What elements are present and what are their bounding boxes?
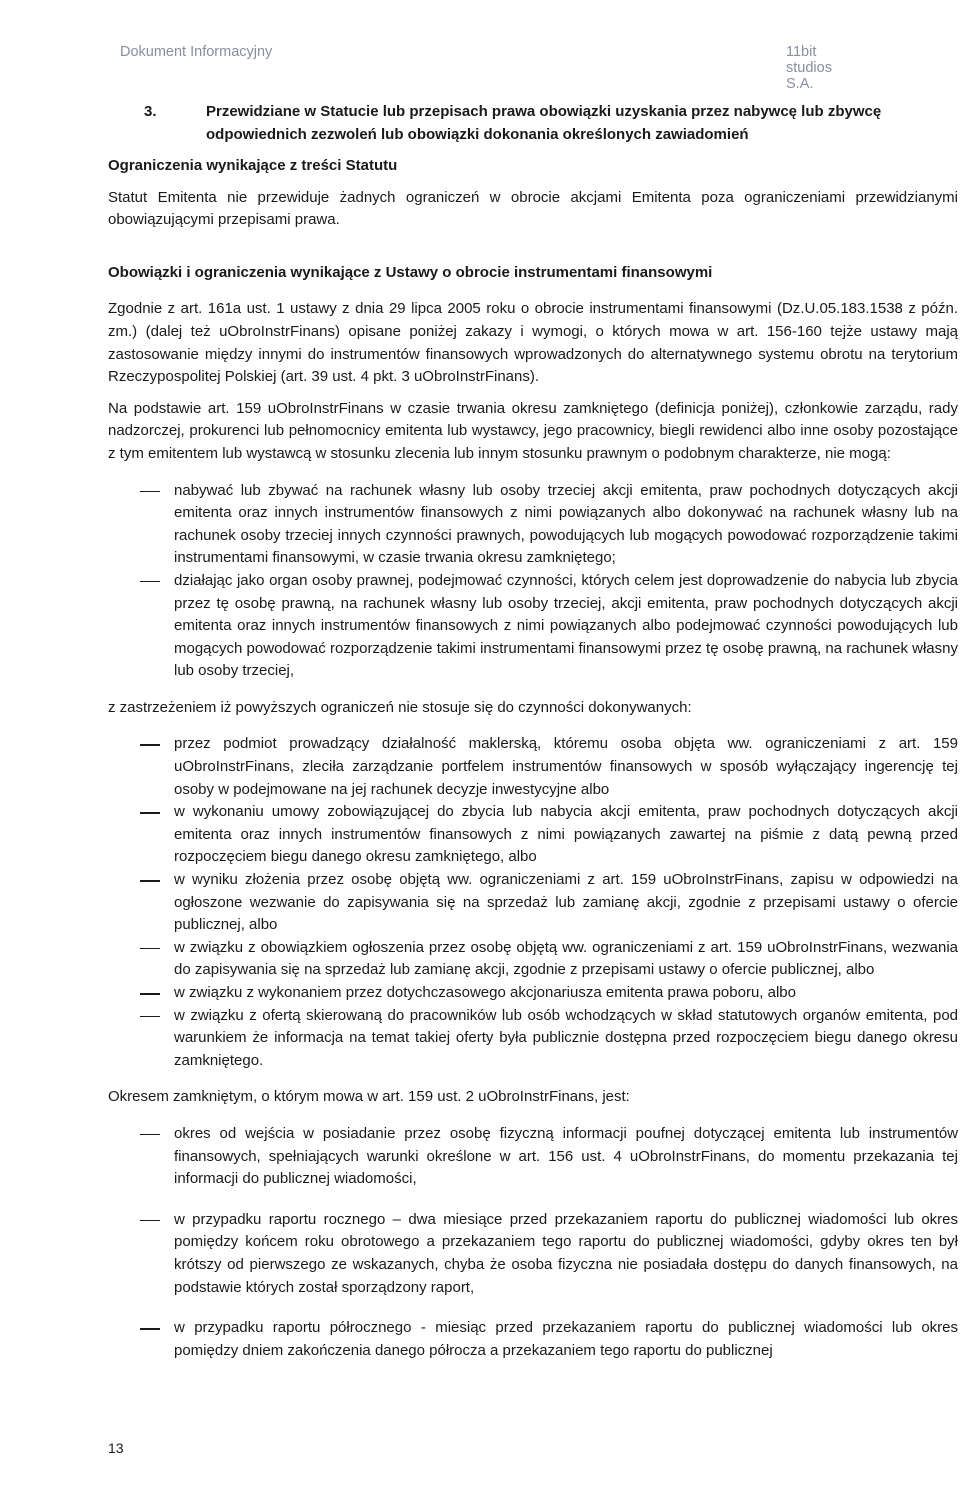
list-item: w związku z wykonaniem przez dotychczasowego akcjonariusza emitenta prawa poboru, albo	[108, 982, 958, 1005]
main-content	[108, 100, 958, 1380]
dash-bullet-icon	[140, 581, 160, 583]
list-item: nabywać lub zbywać na rachunek własny lub osoby trzeciej akcji emitenta, praw pochodnych dotyczących akcji emitenta oraz innych instrumentów finansowych z nimi powiązanych albo dokonywać na rachunek własny lub na rachunek osoby trzeciej innych czynności prawnych, powodujących lub mogących powodować rozporządzenie takimi instrumentami finansowymi, w czasie trwania okresu zamkniętego;	[108, 480, 958, 570]
page-number: 13	[108, 1440, 124, 1456]
restrictions-list	[108, 480, 958, 683]
dash-bullet-icon	[140, 993, 160, 995]
dash-bullet-icon	[140, 1328, 160, 1330]
list-item: w przypadku raportu półrocznego - miesiąc przed przekazaniem raportu do publicznej wiadomości lub okres pomiędzy dniem zakończenia danego półrocza a przekazaniem tego raportu do publicznej	[108, 1317, 958, 1362]
list-item: w przypadku raportu rocznego – dwa miesiące przed przekazaniem raportu do publicznej wiadomości lub okres pomiędzy końcem roku obrotowego a przekazaniem tego raportu do publicznej wiadomości, gdyby okres ten był krótszy od pierwszego ze wskazanych, chyba że osoba fizyczna nie posiadała dostępu do danych finansowych, na podstawie których został sporządzony raport,	[108, 1209, 958, 1299]
section-title: Przewidziane w Statucie lub przepisach prawa obowiązki uzyskania przez nabywcę lub zbywcę odpowiednich zezwoleń lub obowiązki dokonania określonych zawiadomień	[206, 103, 882, 143]
statute-paragraph: Statut Emitenta nie przewiduje żadnych ograniczeń w obrocie akcjami Emitenta poza ograniczeniami przewidzianymi obowiązującymi przepisami prawa.	[108, 188, 958, 229]
section-heading	[108, 100, 958, 146]
list-item: działając jako organ osoby prawnej, podejmować czynności, których celem jest doprowadzenie do nabycia lub zbycia przez tę osobę prawną, na rachunek własny lub osoby trzeciej, akcji emitenta, praw pochodnych dotyczących akcji emitenta oraz innych instrumentów finansowych z nimi powiązanych albo podejmować czynności powodujących lub mogących powodować rozporządzenie takimi instrumentami finansowymi przez tę osobę prawną, na rachunek własny lub osoby trzeciej,	[108, 570, 958, 683]
act-paragraph-1: Zgodnie z art. 161a ust. 1 ustawy z dnia 29 lipca 2005 roku o obrocie instrumentami finansowymi (Dz.U.05.183.1538 z późn. zm.) (dalej też uObroInstrFinans) opisane poniżej zakazy i wymogi, o których mowa w art. 156-160 tejże ustawy mają zastosowanie między innymi do instrumentów finansowych wprowadzonych do alternatywnego systemu obrotu na terytorium Rzeczypospolitej Polskiej (art. 39 ust. 4 pkt. 3 uObroInstrFinans).	[108, 300, 958, 386]
act-paragraph-3: z zastrzeżeniem iż powyższych ograniczeń nie stosuje się do czynności dokonywanych:	[108, 698, 692, 716]
header-document-title: Dokument Informacyjny	[120, 44, 273, 60]
closed-period-list	[108, 1123, 958, 1362]
list-item: okres od wejścia w posiadanie przez osobę fizyczną informacji poufnej dotyczącej emitenta lub instrumentów finansowych, spełniających warunki określone w art. 156 ust. 4 uObroInstrFinans, do momentu przekazania tej informacji do publicznej wiadomości,	[108, 1123, 958, 1191]
dash-bullet-icon	[140, 880, 160, 882]
dash-bullet-icon	[140, 1220, 160, 1222]
dash-bullet-icon	[140, 812, 160, 814]
dash-bullet-icon	[140, 1134, 160, 1136]
exceptions-list	[108, 733, 958, 1072]
section-number: 3.	[144, 103, 157, 120]
list-item: w związku z ofertą skierowaną do pracowników lub osób wchodzących w skład statutowych organów emitenta, pod warunkiem że informacja na temat takiej oferty była publicznie dostępna przed rozpoczęciem biegu danego okresu zamkniętego.	[108, 1005, 958, 1073]
act-heading: Obowiązki i ograniczenia wynikające z Ustawy o obrocie instrumentami finansowymi	[108, 263, 713, 281]
list-item: w wyniku złożenia przez osobę objętą ww. ograniczeniami z art. 159 uObroInstrFinans, zapisu w odpowiedzi na ogłoszone wezwanie do zapisywania się na sprzedaż lub zamianę akcji, zgodnie z przepisami ustawy o ofercie publicznej, albo	[108, 869, 958, 937]
dash-bullet-icon	[140, 491, 160, 493]
act-paragraph-2: Na podstawie art. 159 uObroInstrFinans w czasie trwania okresu zamkniętego (definicja poniżej), członkowie zarządu, rady nadzorczej, prokurenci lub pełnomocnicy emitenta lub wystawcy, jego pracownicy, biegli rewidenci albo inne osoby pozostające z tym emitentem lub wystawcą w stosunku zlecenia lub innym stosunku prawnym o podobnym charakterze, nie mogą:	[108, 399, 958, 462]
dash-bullet-icon	[140, 1016, 160, 1018]
dash-bullet-icon	[140, 948, 160, 950]
list-item: przez podmiot prowadzący działalność maklerską, któremu osoba objęta ww. ograniczeniami z art. 159 uObroInstrFinans, zleciła zarządzanie portfelem instrumentów finansowych w sposób wyłączający ingerencję tej osoby w podejmowane na jej rachunek decyzje inwestycyjne albo	[108, 733, 958, 801]
act-paragraph-4: Okresem zamkniętym, o którym mowa w art. 159 ust. 2 uObroInstrFinans, jest:	[108, 1088, 630, 1106]
dash-bullet-icon	[140, 744, 160, 746]
header-company-name: 11bit studios S.A.	[786, 44, 832, 92]
list-item: w związku z obowiązkiem ogłoszenia przez osobę objętą ww. ograniczeniami z art. 159 uObroInstrFinans, wezwania do zapisywania się na sprzedaż lub zamianę akcji, zgodnie z przepisami ustawy o ofercie publicznej, albo	[108, 937, 958, 982]
list-item: w wykonaniu umowy zobowiązującej do zbycia lub nabycia akcji emitenta, praw pochodnych dotyczących akcji emitenta oraz innych instrumentów finansowych z nimi powiązanych zawartej na piśmie z datą pewną przed rozpoczęciem biegu danego okresu zamkniętego, albo	[108, 801, 958, 869]
statute-heading: Ograniczenia wynikające z treści Statutu	[108, 157, 398, 174]
